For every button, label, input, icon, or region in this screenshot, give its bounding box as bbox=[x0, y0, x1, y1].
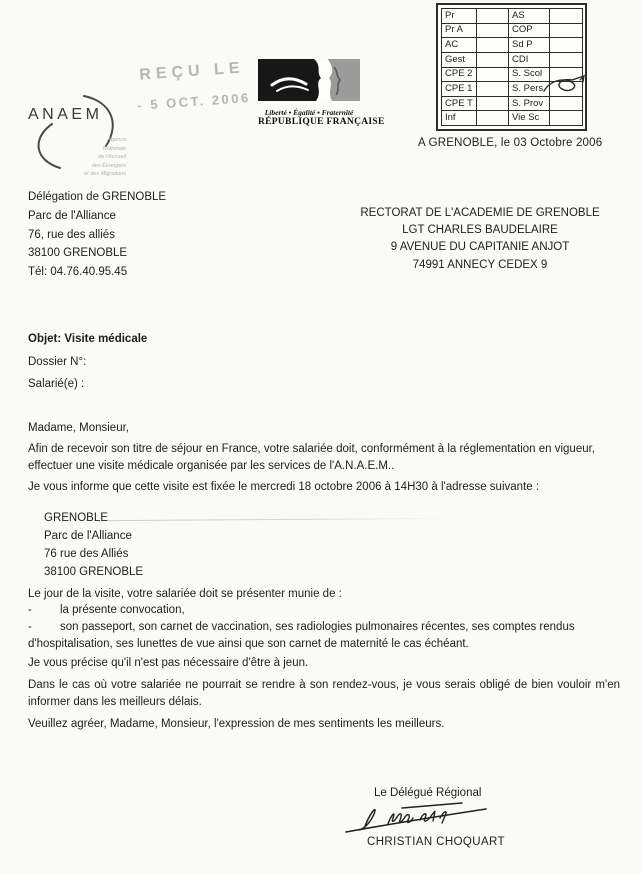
bullet-item-2 bbox=[28, 619, 620, 652]
visit-address-line: 76 rue des Alliés bbox=[44, 548, 129, 560]
table-row bbox=[442, 111, 583, 126]
routing-label: S. Scol bbox=[509, 67, 550, 82]
routing-label: CPE T bbox=[442, 96, 477, 111]
routing-cell-empty bbox=[477, 82, 509, 97]
visit-address-line: 38100 GRENOBLE bbox=[44, 566, 144, 578]
anaem-subtitle-line: des Étrangers bbox=[91, 162, 126, 169]
received-stamp-line1: REÇU LE bbox=[138, 59, 245, 84]
table-row bbox=[442, 38, 583, 53]
routing-label: CPE 2 bbox=[442, 67, 477, 82]
routing-cell-empty bbox=[550, 38, 583, 53]
routing-label: CPE 1 bbox=[442, 82, 477, 97]
routing-label: Pr bbox=[442, 9, 477, 24]
routing-label: Vie Sc bbox=[509, 111, 550, 126]
signature-handwriting bbox=[340, 796, 490, 836]
closing-line: Veuillez agréer, Madame, Monsieur, l'expression de mes sentiments les meilleurs. bbox=[28, 718, 445, 730]
bullet-dash: - bbox=[28, 604, 32, 616]
routing-cell-empty bbox=[477, 67, 509, 82]
routing-label: AS bbox=[509, 9, 550, 24]
paragraph-3: Le jour de la visite, votre salariée doit se présenter munie de : bbox=[28, 588, 342, 600]
bullet-item-1 bbox=[28, 602, 620, 619]
salutation: Madame, Monsieur, bbox=[28, 422, 129, 434]
rf-name: RÉPUBLIQUE FRANÇAISE bbox=[258, 117, 385, 127]
routing-label: COP bbox=[509, 23, 550, 38]
table-row bbox=[442, 9, 583, 24]
routing-cell-empty bbox=[477, 23, 509, 38]
routing-label: CDI bbox=[509, 52, 550, 67]
bullet-text: son passeport, son carnet de vaccination, ses radiologies pulmonaires récentes, ses comptes rendus d'hospitalisation, ses lunettes de vue ainsi que son carnet de maternité le cas échéant. bbox=[28, 621, 575, 650]
recipient-line: RECTORAT DE L'ACADEMIE DE GRENOBLE bbox=[360, 207, 600, 219]
date-line: A GRENOBLE, le 03 Octobre 2006 bbox=[418, 137, 603, 149]
paragraph-5: Dans le cas où votre salariée ne pourrait se rendre à son rendez-vous, je vous serais obligé de bien vouloir m'en informer dans les meilleurs délais. bbox=[28, 679, 620, 708]
table-row bbox=[442, 23, 583, 38]
routing-label: Pr A bbox=[442, 23, 477, 38]
dossier-number-line: Dossier N°: bbox=[28, 356, 87, 368]
visit-address-line: GRENOBLE bbox=[44, 512, 108, 524]
rf-motto: Liberté • Égalité • Fraternité bbox=[264, 108, 354, 117]
anaem-subtitle-line: et des Migrations bbox=[84, 171, 126, 177]
routing-label: AC bbox=[442, 38, 477, 53]
sender-address-block bbox=[28, 188, 166, 282]
sender-address-line: 38100 GRENOBLE bbox=[28, 247, 128, 260]
recipient-address-block bbox=[336, 205, 624, 274]
sender-address-line: Tél: 04.76.40.95.45 bbox=[28, 266, 128, 279]
signatory-name: CHRISTIAN CHOQUART bbox=[367, 836, 505, 848]
republique-francaise-logo bbox=[258, 59, 385, 127]
routing-label: Sd P bbox=[509, 38, 550, 53]
paragraph-4: Je vous précise qu'il n'est pas nécessaire d'être à jeun. bbox=[28, 657, 309, 669]
visit-address-line: Parc de l'Alliance bbox=[44, 530, 132, 542]
routing-cell-empty bbox=[550, 9, 583, 24]
sender-address-line: 76, rue des alliés bbox=[28, 228, 115, 241]
subject-line: Objet: Visite médicale bbox=[28, 333, 148, 345]
routing-cell-empty bbox=[477, 96, 509, 111]
signature-title: Le Délégué Régional bbox=[374, 787, 482, 799]
recipient-line: 74991 ANNECY CEDEX 9 bbox=[412, 258, 548, 271]
routing-cell-empty bbox=[477, 111, 509, 126]
paragraph-1: Afin de recevoir son titre de séjour en France, votre salariée doit, conformément à la réglementation en vigueur, effectuer une visite médicale organisée par les services de l'A.N.A.E.M.. bbox=[28, 443, 595, 472]
routing-label: Inf bbox=[442, 111, 477, 126]
bullet-text: la présente convocation, bbox=[60, 604, 185, 616]
routing-label: S. Prov bbox=[509, 96, 550, 111]
anaem-subtitle-line: Agence bbox=[107, 137, 126, 143]
anaem-subtitle-line: Nationale bbox=[102, 145, 126, 152]
routing-cell-empty bbox=[550, 111, 583, 126]
recipient-line: 9 AVENUE DU CAPITANIE ANJOT bbox=[390, 241, 570, 254]
routing-cell-empty bbox=[550, 52, 583, 67]
sender-address-line: Parc de l'Alliance bbox=[28, 209, 116, 222]
anaem-wordmark: ANAEM bbox=[28, 106, 103, 123]
received-stamp-line2: - 5 OCT. 2006 bbox=[136, 90, 252, 113]
routing-label: Gest bbox=[442, 52, 477, 67]
received-date-stamp bbox=[126, 58, 259, 117]
paragraph-2: Je vous informe que cette visite est fixée le mercredi 18 octobre 2006 à 14H30 à l'adresse suivante : bbox=[28, 481, 540, 493]
routing-cell-empty bbox=[477, 9, 509, 24]
handwritten-check-mark bbox=[541, 73, 587, 99]
sender-address-line: Délégation de GRENOBLE bbox=[28, 191, 167, 203]
routing-label: S. Pers bbox=[509, 82, 550, 97]
routing-cell-empty bbox=[550, 23, 583, 38]
table-row bbox=[442, 52, 583, 67]
bullet-dash: - bbox=[28, 621, 32, 633]
pencil-line-artifact bbox=[108, 518, 456, 521]
routing-cell-empty bbox=[477, 52, 509, 67]
routing-stamp-table bbox=[436, 3, 587, 131]
recipient-line: LGT CHARLES BAUDELAIRE bbox=[402, 224, 558, 237]
anaem-subtitle bbox=[62, 136, 126, 179]
routing-cell-empty bbox=[477, 38, 509, 53]
employee-line: Salarié(e) : bbox=[28, 378, 85, 390]
anaem-subtitle-line: de l'Accueil bbox=[98, 154, 126, 160]
marianne-flag-icon bbox=[258, 59, 360, 101]
